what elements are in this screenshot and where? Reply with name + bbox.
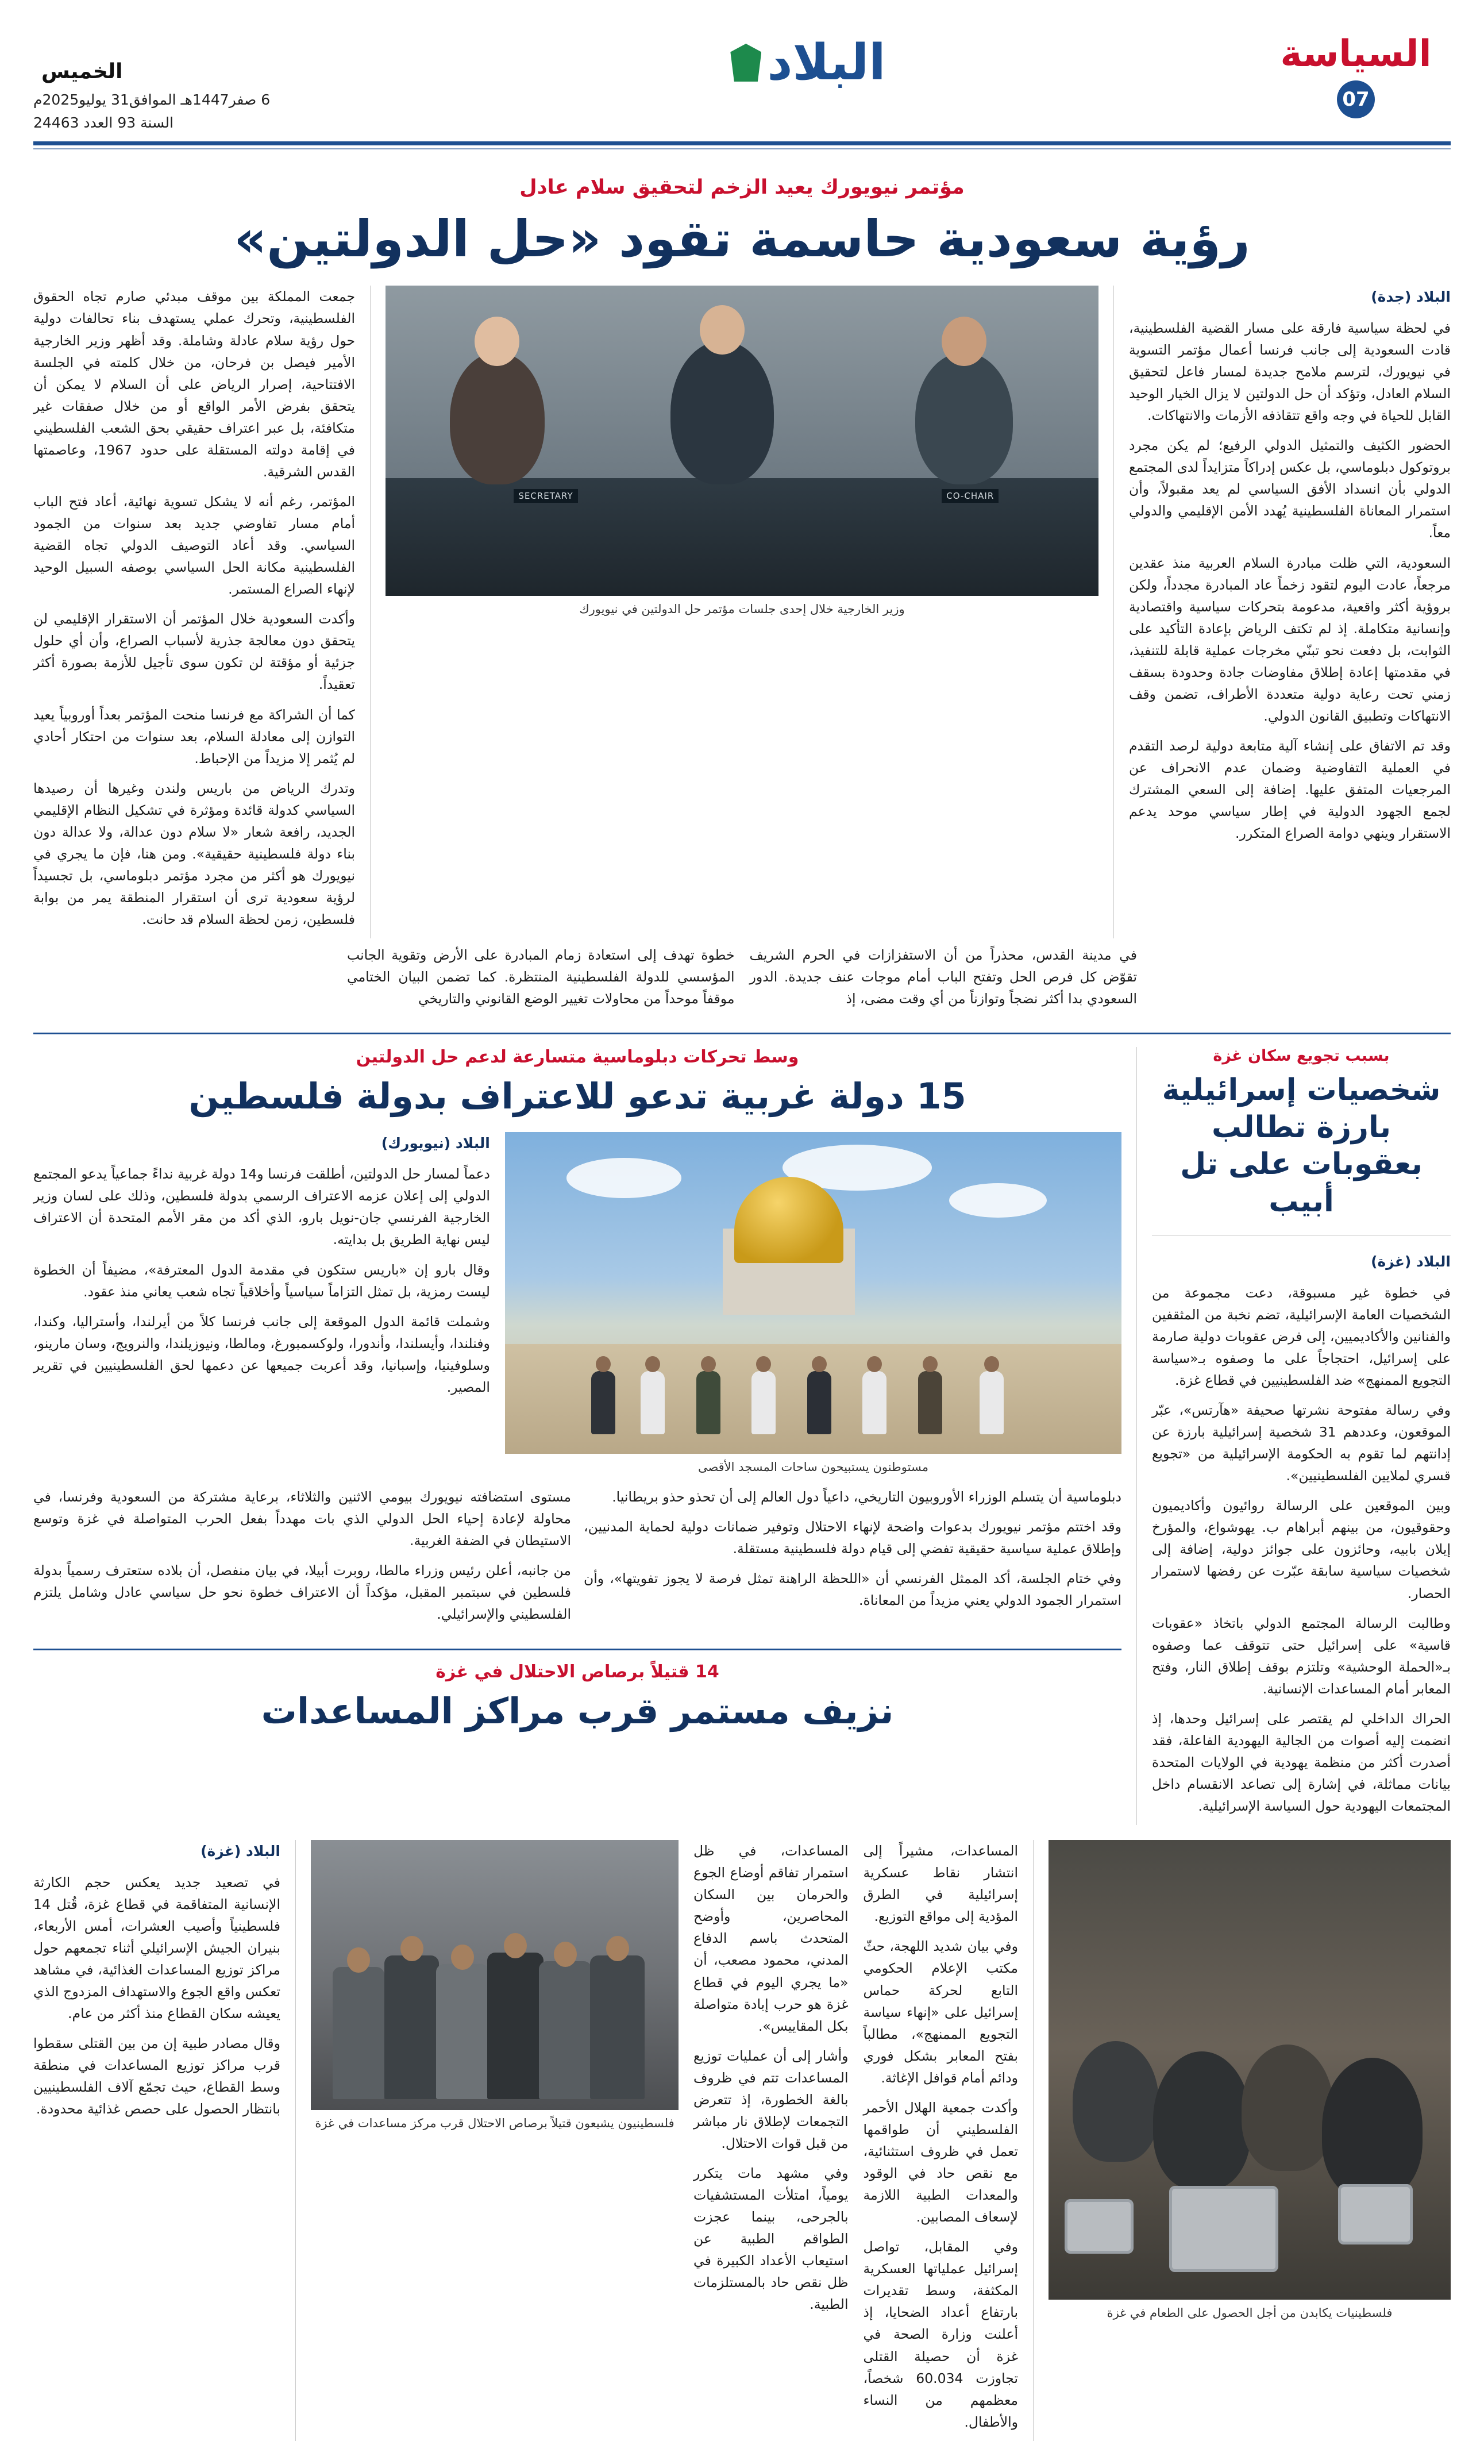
paragraph: المساعدات، في ظل استمرار تفاقم أوضاع الجوع والحرمان بين السكان المحاصرين، وأوضح المتحدث باسم الدفاع المدني، محمود مصعب، أن «ما يجري اليوم في قطاع غزة هو حرب إبادة متواصلة بكل المقاييس». [693,1843,849,2034]
top-story-left-column [33,286,355,938]
paragraph: المساعدات، مشيراً إلى انتشار نقاط عسكرية إسرائيلية في الطرق المؤدية إلى مواقع التوزيع. [863,1843,1018,1925]
paragraph: مستوى استضافته نيويورك بيومي الاثنين والثلاثاء، برعاية مشتركة من السعودية وفرنسا، في محاولة لإعادة إحياء الحل الدولي الذي بات مهدداً بفعل الحرب المتواصلة في غزة وتوسع الاستيطان في الضفة الغربية. [33,1489,571,1549]
section-divider [33,1033,1451,1034]
section-identifier [1261,33,1451,118]
section-divider [33,1649,1121,1650]
logo-wordmark: البلاد [767,34,886,91]
issue-info [33,36,355,134]
column-divider [370,286,371,938]
paragraph: الحراك الداخلي لم يقتصر على إسرائيل وحدها، إذ انضمت إليه أصوات من الجالية اليهودية الفاعلة، فقد أصدرت أكثر من منظمة يهودية في الولايات المتحدة بيانات مماثلة، في إشارة إلى تصاعد الانقسام داخل المجتمعات اليهودية حول السياسة الإسرائيلية. [1152,1710,1451,1815]
story-sanctions-kicker: بسبب تجويع سكان غزة [1213,1047,1390,1065]
paragraph: في تصعيد جديد يعكس حجم الكارثة الإنسانية المتفاقمة في قطاع غزة، قُتل 14 فلسطينياً وأصيب العشرات، أمس الأربعاء، بنيران الجيش الإسرائيلي أثناء تجمعهم حول مراكز توزيع المساعدات الغذائية، في مشاهد تعكس واقع الجوع والاستهداف المزدوج الذي يعيشه سكان القطاع منذ أكثر من عام. [33,1874,280,2022]
aid-col-b [693,1840,849,2441]
paragraph: في خطوة غير مسبوقة، دعت مجموعة من الشخصيات العامة الإسرائيلية، تضم نخبة من المثقفين والفنانين والأكاديميين، إلى فرض عقوبات دولية صارمة على إسرائيل، احتجاجاً على ما وصفوه بـ«سياسة التجويع الممنهج» ضد الفلسطينيين في قطاع غزة. [1152,1284,1451,1388]
top-story-body [33,286,1451,938]
top-story-headline: رؤية سعودية حاسمة تقود «حل الدولتين» [234,209,1250,268]
paragraph: وأشار إلى أن عمليات توزيع المساعدات تتم في ظروف بالغة الخطورة، إذ تتعرض التجمعات لإطلاق نار مباشر من قبل قوات الاحتلال. [693,2047,849,2151]
issue-number: السنة 93 العدد 24463 [33,114,174,131]
middle-band [33,1047,1451,1825]
recognition-col-b [33,1486,571,1633]
story-aid-kicker: 14 قتيلاً برصاص الاحتلال في غزة [435,1661,719,1682]
paragraph: وقد اختتم مؤتمر نيويورك بدعوات واضحة لإنهاء الاحتلال وتوفير ضمانات دولية لحماية المدنيين، وإطلاق عملية سياسية حقيقية تفضي إلى قيام دولة فلسطينية مستقلة. [584,1519,1121,1557]
un-conference-photo [386,286,1098,596]
paragraph: وتدرك الرياض من باريس ولندن وغيرها أن رصيدها السياسي كدولة قائدة ومؤثرة في تشكيل النظام الإقليمي الجديد، رافعة شعار «لا سلام دون عدالة، ولا عدالة دون بناء دولة فلسطينية حقيقية». ومن هنا، فإن ما يجري في نيويورك هو أكثر من مجرد مؤتمر دبلوماسي، بل تجسيداً لرؤية سعودية ترى أن استقرار المنطقة يمر من بوابة فلسطين، زمن لحظة السلام قد حانت. [33,780,355,928]
paragraph: وفي ختام الجلسة، أكد الممثل الفرنسي أن «اللحظة الراهنة تمثل فرصة لا يجوز تفويتها»، وأن استمرار الجمود الدولي يعني مزيداً من المعاناة. [584,1570,1121,1609]
paragraph: وشملت قائمة الدول الموقعة إلى جانب فرنسا كلاً من أيرلندا، وأستراليا، وكندا، وفنلندا، وأيسلندا، وأندورا، ولوكسمبورغ، ومالطا، ونيوزيلندا، والنرويج، وسان مارينو، وسلوفينيا، وإسبانيا، وقد أعربت جميعها عن دعمها لحق الفلسطينيين في تقرير المصير. [33,1313,490,1395]
masthead-divider [33,141,1451,145]
page-number-badge: 07 [1337,80,1375,118]
paragraph: كما أن الشراكة مع فرنسا منحت المؤتمر بعداً أوروبياً يعيد التوازن إلى معادلة السلام، بعد سنوات من احتكار أحادي لم يُثمر إلا مزيداً من الإحباط. [33,706,355,767]
dateline: البلاد (جدة) [1371,288,1451,306]
masthead [33,0,1451,138]
paragraph: خطوة تهدف إلى استعادة زمام المبادرة على الأرض وتقوية الجانب المؤسسي للدولة الفلسطينية المنتظرة. كما تضمن البيان الختامي موقفاً موحداً من محاولات تغيير الوضع القانوني والتاريخي [347,947,735,1007]
story-sanctions [1152,1047,1451,1825]
story-sanctions-headline: شخصيات إسرائيلية بارزة تطالب بعقوبات على تل أبيب [1162,1073,1441,1219]
story-recognition [33,1047,1121,1825]
paragraph: دبلوماسية أن يتسلم الوزراء الأوروبيون التاريخي، داعياً دول العالم إلى أن تحذو حذو بريطانيا. [612,1489,1121,1506]
section-name: السياسة [1280,33,1432,75]
paragraph: المؤتمر، رغم أنه لا يشكل تسوية نهائية، أعاد فتح الباب أمام مسار تفاوضي جديد بعد سنوات من الجمود السياسي. وقد أعاد التوصيف الدولي تجاه القضية الفلسطينية مكانة الحل السياسي بوصفه السبيل الوحيد لإنهاء الصراع المستمر. [33,493,355,598]
day-name: الخميس [41,60,123,83]
paragraph: وفي رسالة مفتوحة نشرتها صحيفة «هآرتس»، عبّر الموقعون، وعددهم 31 شخصية إسرائيلية بارزة عن إدانتهم لما تقوم به الحكومة الإسرائيلية من «تجويع قسري لملايين الفلسطينيين». [1152,1402,1451,1484]
logo-shield-icon [730,44,761,82]
story-recognition-headline: 15 دولة غربية تدعو للاعتراف بدولة فلسطين [188,1075,966,1118]
paragraph: من جانبه، أعلن رئيس وزراء مالطا، روبرت أبيلا، في بيان منفصل، أن بلاده ستعترف رسمياً بدولة فلسطين في سبتمبر المقبل، مؤكداً أن الاعتراف خطوة نحو حل سياسي عادل وشامل يلتزم الفلسطيني والإسرائيلي. [33,1562,571,1623]
paragraph: دعماً لمسار حل الدولتين، أطلقت فرنسا و14 دولة غربية نداءً جماعياً يدعو المجتمع الدولي إلى إعلان عزمه الاعتراف الرسمي بدولة فلسطين، وذلك على لسان وزير الخارجية الفرنسي جان-نويل بارو، الذي أكد من مقر الأمم المتحدة أن الاعتراف ليس نهاية الطريق بل بدايته. [33,1166,490,1248]
gaza-food-queue-block [1049,1840,1451,2441]
aid-col-c [33,1840,280,2441]
column-divider [1113,286,1114,938]
top-story-right-column [1129,286,1451,938]
column-divider [1033,1840,1034,2441]
al-aqsa-compound-photo [505,1132,1121,1454]
column-divider [295,1840,296,2441]
paragraph: وفي المقابل، تواصل إسرائيل عملياتها العسكرية المكثفة، وسط تقديرات بارتفاع أعداد الضحايا، إذ أعلنت وزارة الصحة في غزة أن حصيلة القتلى تجاوزت 60.034 شخصاً، معظمهم من النساء والأطفال. [863,2239,1018,2430]
bottom-band [33,1840,1451,2441]
recognition-col-a [584,1486,1121,1633]
paragraph-wrap [347,944,735,1018]
paragraph: وقال مصادر طبية إن من بين القتلى سقطوا قرب مراكز توزيع المساعدات في منطقة وسط القطاع، حيث تجمّع آلاف الفلسطينيين بانتظار الحصول على حصص غذائية محدودة. [33,2035,280,2118]
hijri-gregorian-date: 6 صفر1447هـ الموافق31 يوليو2025م [33,91,271,108]
gaza-funeral-block [311,1840,679,2441]
paragraph-wrap [750,944,1138,1018]
paragraph: وفي مشهد مات يتكرر يومياً، امتلأت المستشفيات بالجرحى، بينما عجزت الطواقم الطبية عن استيعاب الأعداد الكبيرة في ظل نقص حاد بالمستلزمات الطبية. [693,2165,849,2313]
recognition-right-text [33,1132,490,1476]
paragraph: في لحظة سياسية فارقة على مسار القضية الفلسطينية، قادت السعودية إلى جانب فرنسا أعمال مؤتمر التسوية في نيويورك، لترسم ملامح جديدة لمسار فاعل لتحقيق السلام العادل، وتؤكد أن حل الدولتين لا يزال الخيار الوحيد القابل للحياة في وجه واقع تتقاذفه الأزمات والانتهاكات. [1129,319,1451,424]
aid-col-a [864,1840,1019,2441]
gaza-food-queue-photo [1049,1840,1451,2300]
paragraph: جمعت المملكة بين موقف مبدئي صارم تجاه الحقوق الفلسطينية، وتحرك عملي يستهدف بناء تحالفات دولية حول رؤية سلام عادلة وشاملة. وقد أظهر وزير الخارجية الأمير فيصل بن فرحان، من خلال كلمته في الجلسة الافتتاحية، إصرار الرياض على أن السلام لا يمكن أن يتحقق بفرض الأمر الواقع أو من خلال صفقات غير متكافئة، بل عبر اعتراف حقيقي بحق الشعب الفلسطيني في إقامة دولته المستقلة على حدود 1967، وعاصمتها القدس الشرقية. [33,288,355,480]
top-story-continuation [33,944,1451,1018]
photo-caption: وزير الخارجية خلال إحدى جلسات مؤتمر حل الدولتين في نيويورك [579,602,905,617]
photo-caption: مستوطنون يستبيحون ساحات المسجد الأقصى [697,1460,928,1474]
top-story-kicker: مؤتمر نيويورك يعيد الزخم لتحقيق سلام عادل [519,175,965,199]
masthead-divider-thin [33,148,1451,149]
paragraph: السعودية، التي ظلت مبادرة السلام العربية منذ عقدين مرجعاً، عادت اليوم لتقود زخماً عاد المبادرة مجدداً، ولكن بروؤية أكثر واقعية، مدعومة بتحركات سياسية واقتصادية وإنسانية متكاملة. إذ لم تكتف الرياض بإعادة التأكيد على الثوابت، بل دفعت نحو تبنّي مخرجات عملية قابلة للتنفيذ، في مقدمتها إعادة إطلاق مفاوضات جادة وحدودة بسقف زمني تحت رعاية دولية متعددة الأطراف، تضمن وقف الانتهاكات وتطبيق القانون الدولي. [1129,555,1451,724]
paragraph: الحضور الكثيف والتمثيل الدولي الرفيع؛ لم يكن مجرد بروتوكول دبلوماسي، بل عكس إدراكاً متزايداً لدى المجتمع الدولي بأن انسداد الأفق السياسي لم يعد مقبولاً، وأن استمرار المعاناة الفلسطينية يُهدد الأمن الإقليمي والدولي معاً. [1129,437,1451,541]
photo-caption: فلسطينيات يكابدن من أجل الحصول على الطعام في غزة [1107,2306,1393,2320]
dateline: البلاد (غزة) [201,1843,280,1860]
gaza-funeral-photo [311,1840,679,2110]
top-story-photo-block [386,286,1098,938]
story-recognition-kicker: وسط تحركات دبلوماسية متسارعة لدعم حل الدولتين [356,1047,799,1068]
photo-caption: فلسطينيون يشيعون قتيلاً برصاص الاحتلال قرب مركز مساعدات في غزة [315,2116,674,2131]
paragraph: وبين الموقعين على الرسالة روائيون وأكاديميون وحقوقيون، من بينهم أبراهام ب. يهوشواع، والمؤرخ إيلان بابيه، وحائزون على جوائز دولية، إضافة إلى شخصيات سياسية سابقة عبّرت عن رفضها لاستمرار الحصار. [1152,1497,1451,1601]
column-divider [1136,1047,1137,1825]
paragraph: وقد تم الاتفاق على إنشاء آلية متابعة دولية لرصد التقدم في العملية التفاوضية وضمان عدم الانحراف عن المرجعيات المتفق عليها. إضافة إلى السعي المشترك لجمع الجهود الدولية في إطار سياسي موحد يدعم الاستقرار وينهي دوامة الصراع المتكرر. [1129,738,1451,842]
recognition-photo-block [505,1132,1121,1476]
nameplate-co-chair: CO-CHAIR [942,489,999,503]
dateline: البلاد (نيويورك) [381,1134,490,1152]
paragraph: وأكدت السعودية خلال المؤتمر أن الاستقرار الإقليمي لن يتحقق دون معالجة جذرية لأسباب الصراع، وأن أي حلول جزئية أو مؤقتة لن تكون سوى تأجيل للأزمة بصورة أكثر تعقيداً. [33,611,355,693]
paragraph: وفي بيان شديد اللهجة، حثّ مكتب الإعلام الحكومي التابع لحركة حماس إسرائيل على «إنهاء سياسة التجويع الممنهج»، مطالباً بفتح المعابر بشكل فوري ودائم أمام قوافل الإغاثة. [863,1938,1018,2086]
paragraph: وقال بارو إن «باريس ستكون في مقدمة الدول المعترفة»، مضيفاً أن الخطوة ليست رمزية، بل تمثل التزاماً سياسياً وأخلاقياً تجاه شعب يعاني منذ عقود. [33,1261,490,1300]
dateline: البلاد (غزة) [1371,1253,1451,1270]
paragraph: وطالبت الرسالة المجتمع الدولي باتخاذ «عقوبات قاسية» على إسرائيل حتى تتوقف عما وصفوه بـ«الحملة الوحشية» وتلتزم بوقف إطلاق النار، وفتح المعابر أمام المساعدات الإنسانية. [1152,1615,1451,1697]
newspaper-logo [355,34,1261,91]
story-aid [33,1662,1121,1732]
paragraph: في مدينة القدس، محذراً من أن الاستفزازات في الحرم الشريف تقوّض كل فرص الحل وتفتح الباب أمام موجات عنف جديدة. الدور السعودي بدا أكثر نضجاً وتوازناً من أي وقت مضى، إذ [749,947,1137,1007]
paragraph: وأكدت جمعية الهلال الأحمر الفلسطيني أن طواقمها تعمل في ظروف استثنائية، مع نقص حاد في الوقود والمعدات الطبية اللازمة لإسعاف المصابين. [863,2099,1018,2226]
nameplate-secretary: SECRETARY [514,489,577,503]
story-aid-headline: نزيف مستمر قرب مراكز المساعدات [261,1689,894,1732]
